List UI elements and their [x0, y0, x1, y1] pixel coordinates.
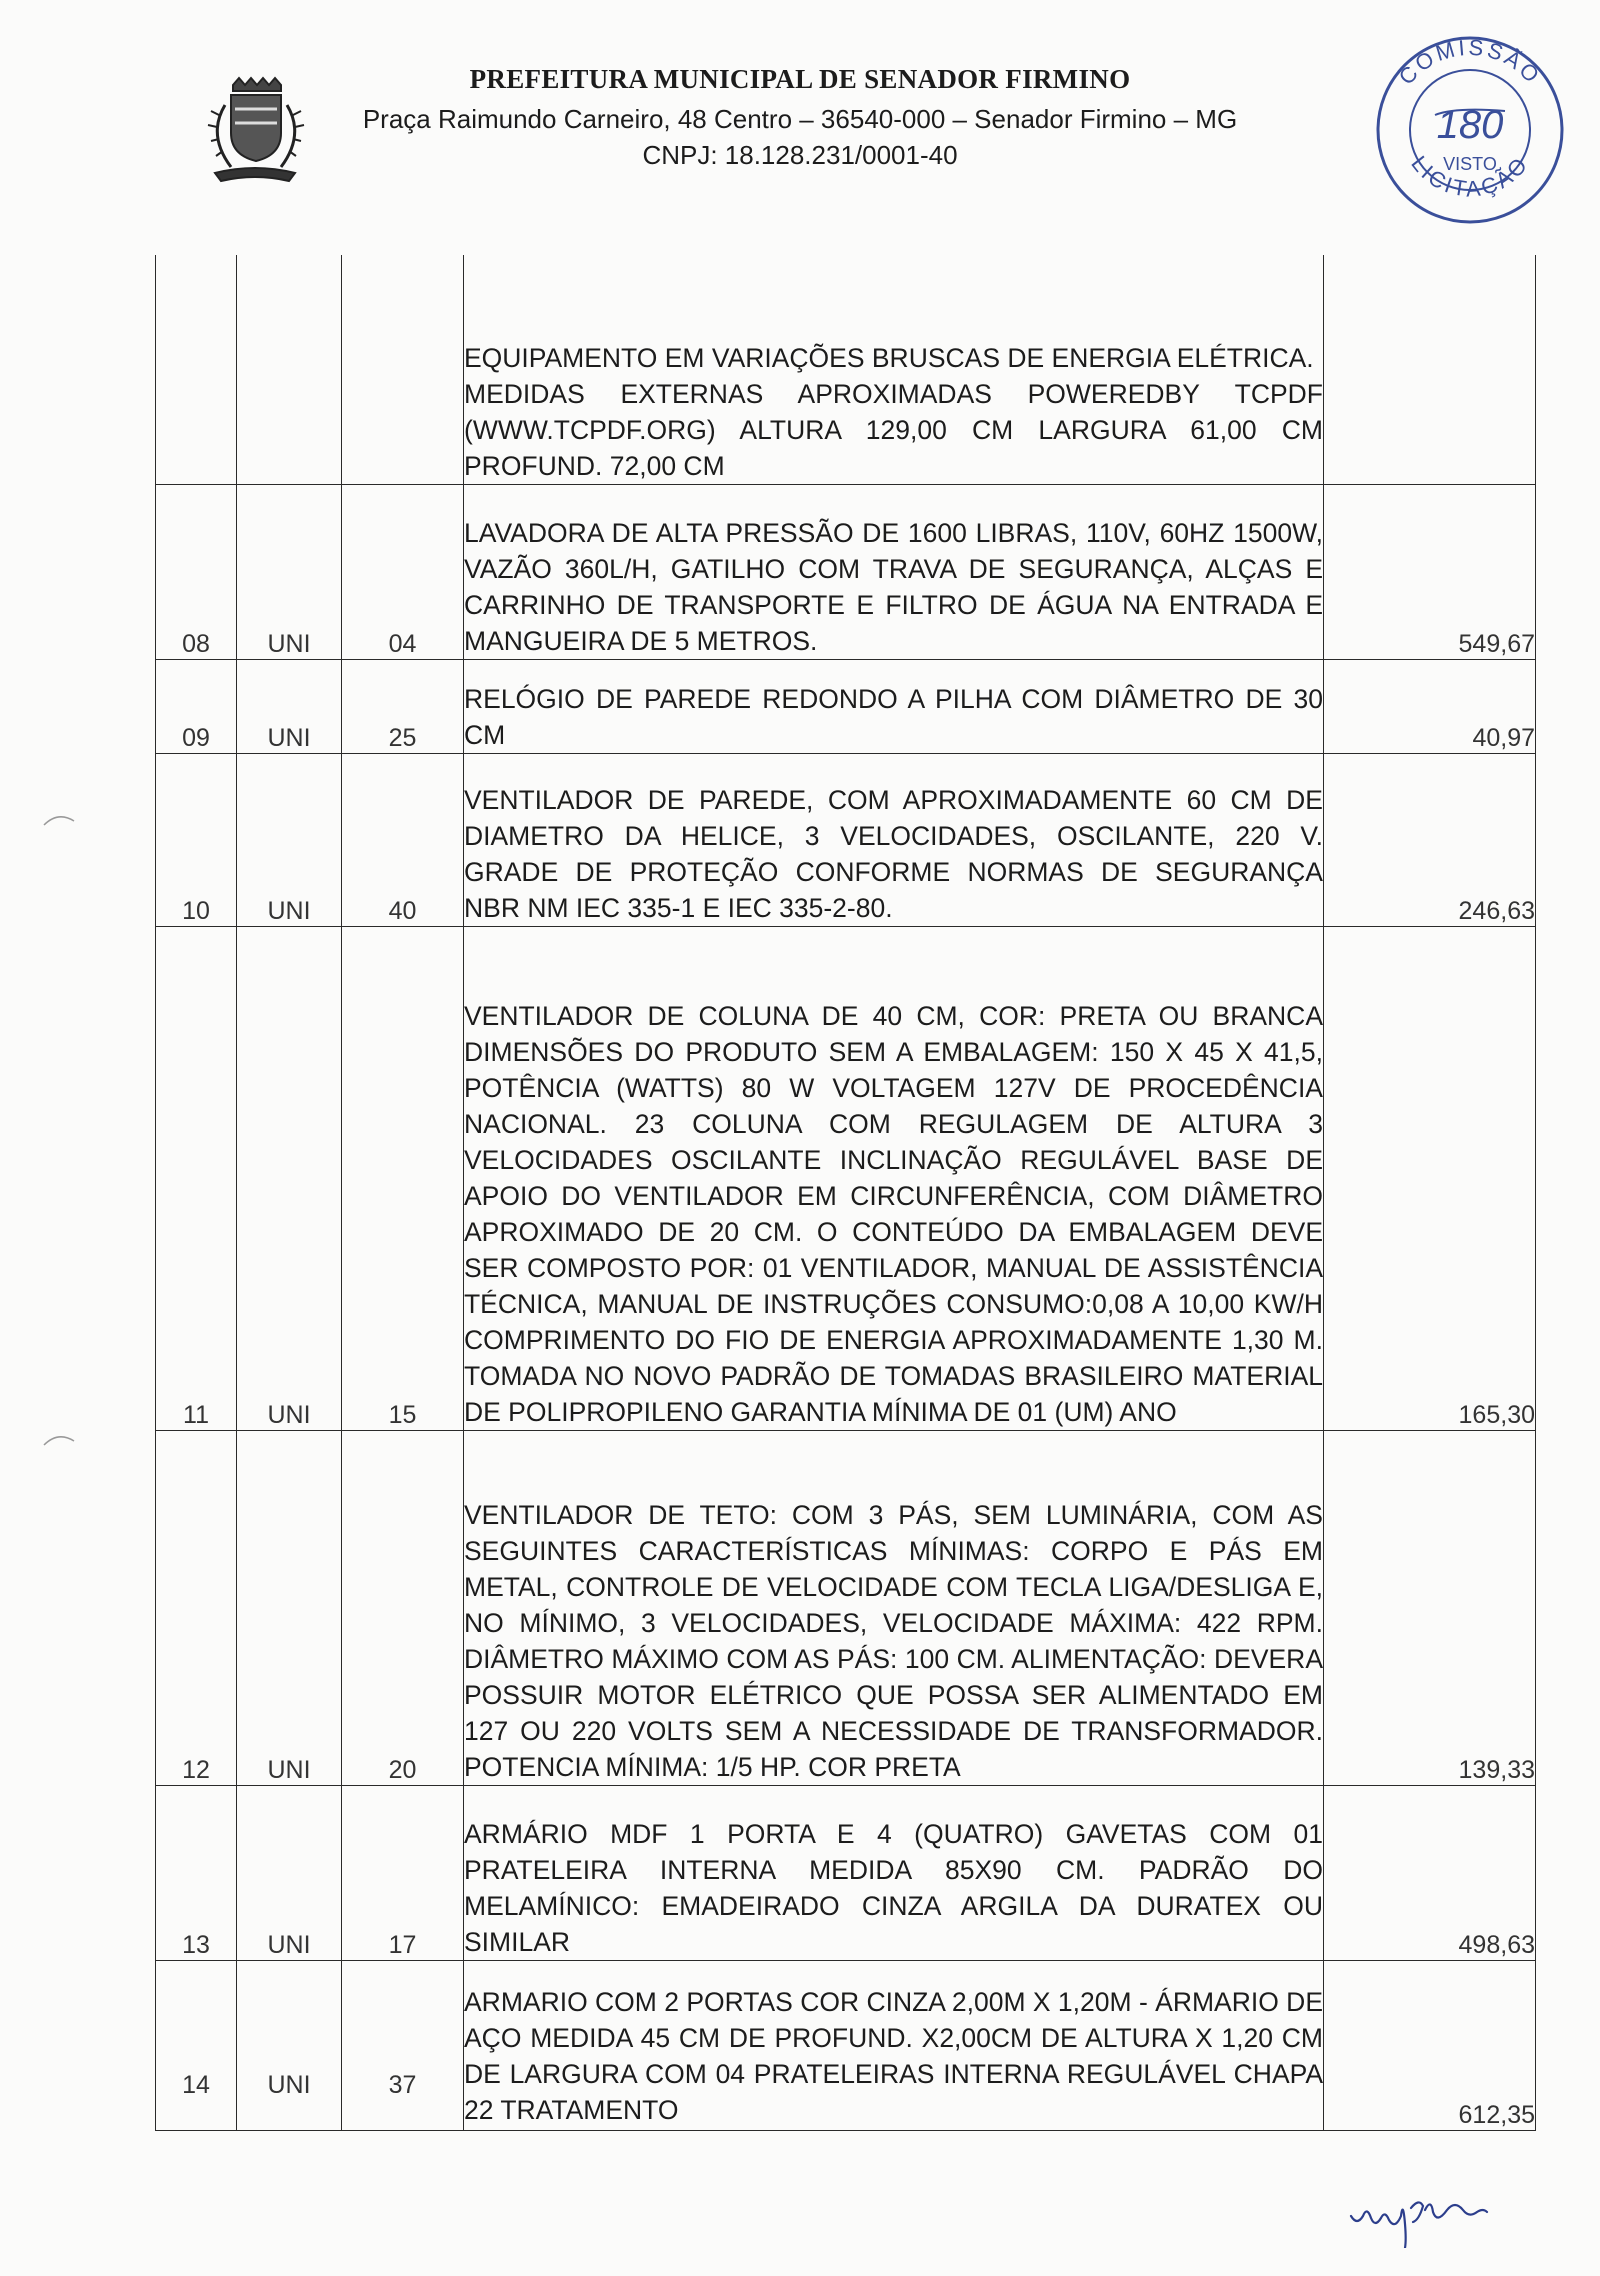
description-cell: ARMARIO COM 2 PORTAS COR CINZA 2,00M X 1,20M - ÁRMARIO DE AÇO MEDIDA 45 CM DE PROFUND. X2,00CM DE ALTURA X 1,20 CM DE LARGURA COM 04 PRATELEIRAS INTERNA REGULÁVEL CHAPA 22 TRATAMENTO	[464, 1960, 1324, 2130]
table-row	[156, 1430, 1536, 1785]
unit-cell: UNI	[237, 659, 342, 753]
table-row	[156, 753, 1536, 926]
letterhead-cnpj: CNPJ: 18.128.231/0001-40	[642, 140, 958, 170]
unit-cell: UNI	[237, 1430, 342, 1785]
description-cell: RELÓGIO DE PAREDE REDONDO A PILHA COM DIÂMETRO DE 30 CM	[464, 659, 1324, 753]
price-cell: 165,30	[1324, 926, 1536, 1430]
item-number-cell: 12	[156, 1430, 237, 1785]
description-cell: LAVADORA DE ALTA PRESSÃO DE 1600 LIBRAS, 110V, 60HZ 1500W, VAZÃO 360L/H, GATILHO COM TRAVA DE SEGURANÇA, ALÇAS E CARRINHO DE TRANSPORTE E FILTRO DE ÁGUA NA ENTRADA E MANGUEIRA DE 5 METROS.	[464, 484, 1324, 659]
margin-mark	[40, 805, 80, 835]
unit-cell: UNI	[237, 1785, 342, 1960]
quantity-cell: 40	[342, 753, 464, 926]
item-number-cell: 11	[156, 926, 237, 1430]
item-number-cell: 10	[156, 753, 237, 926]
quantity-cell: 37	[342, 1960, 464, 2130]
quantity-cell: 04	[342, 484, 464, 659]
quantity-cell: 17	[342, 1785, 464, 1960]
description-cell: VENTILADOR DE TETO: COM 3 PÁS, SEM LUMINÁRIA, COM AS SEGUINTES CARACTERÍSTICAS MÍNIMAS: CORPO E PÁS EM METAL, CONTROLE DE VELOCIDADE COM TECLA LIGA/DESLIGA E, NO MÍNIMO, 3 VELOCIDADES, VELOCIDADE MÁXIMA: 422 RPM. DIÂMETRO MÁXIMO COM AS PÁS: 100 CM. ALIMENTAÇÃO: DEVERA POSSUIR MOTOR ELÉTRICO QUE POSSA SER ALIMENTADO EM 127 OU 220 VOLTS SEM A NECESSIDADE DE TRANSFORMADOR. POTENCIA MÍNIMA: 1/5 HP. COR PRETA	[464, 1430, 1324, 1785]
item-number-cell: 09	[156, 659, 237, 753]
unit-cell: UNI	[237, 484, 342, 659]
table-row	[156, 484, 1536, 659]
unit-cell: UNI	[237, 926, 342, 1430]
quantity-cell	[342, 255, 464, 484]
unit-cell: UNI	[237, 753, 342, 926]
stamp-top-text: COMISSÃO	[1393, 34, 1547, 90]
table-row	[156, 926, 1536, 1430]
description-cell: VENTILADOR DE PAREDE, COM APROXIMADAMENTE 60 CM DE DIAMETRO DA HELICE, 3 VELOCIDADES, OSCILANTE, 220 V. GRADE DE PROTEÇÃO CONFORME NORMAS DE SEGURANÇA NBR NM IEC 335-1 E IEC 335-2-80.	[464, 753, 1324, 926]
stamp-number: 180	[1436, 103, 1504, 147]
price-cell: 612,35	[1324, 1960, 1536, 2130]
quantity-cell: 20	[342, 1430, 464, 1785]
margin-mark	[40, 1425, 80, 1455]
price-cell: 498,63	[1324, 1785, 1536, 1960]
price-cell: 40,97	[1324, 659, 1536, 753]
price-cell	[1324, 255, 1536, 484]
item-number-cell	[156, 255, 237, 484]
item-number-cell: 14	[156, 1960, 237, 2130]
item-number-cell: 08	[156, 484, 237, 659]
svg-text:COMISSÃO	[1394, 35, 1547, 90]
signature-mark	[1345, 2178, 1505, 2248]
item-number-cell: 13	[156, 1785, 237, 1960]
price-cell: 549,67	[1324, 484, 1536, 659]
letterhead-address: Praça Raimundo Carneiro, 48 Centro – 36540-000 – Senador Firmino – MG	[362, 104, 1238, 134]
table-row	[156, 255, 1536, 484]
quantity-cell: 15	[342, 926, 464, 1430]
quantity-cell: 25	[342, 659, 464, 753]
price-cell: 139,33	[1324, 1430, 1536, 1785]
letterhead-title: PREFEITURA MUNICIPAL DE SENADOR FIRMINO	[469, 64, 1131, 94]
items-table	[155, 255, 1536, 2131]
unit-cell	[237, 255, 342, 484]
stamp-bottom-text: LICITAÇÃO	[1406, 150, 1534, 202]
table-row	[156, 659, 1536, 753]
description-cell: VENTILADOR DE COLUNA DE 40 CM, COR: PRETA OU BRANCA DIMENSÕES DO PRODUTO SEM A EMBALAGEM: 150 X 45 X 41,5, POTÊNCIA (WATTS) 80 W VOLTAGEM 127V DE PROCEDÊNCIA NACIONAL. 23 COLUNA COM REGULAGEM DE ALTURA 3 VELOCIDADES OSCILANTE INCLINAÇÃO REGULÁVEL BASE DE APOIO DO VENTILADOR EM CIRCUNFERÊNCIA, COM DIÂMETRO APROXIMADO DE 20 CM. O CONTEÚDO DA EMBALAGEM DEVE SER COMPOSTO POR: 01 VENTILADOR, MANUAL DE ASSISTÊNCIA TÉCNICA, MANUAL DE INSTRUÇÕES CONSUMO:0,08 A 10,00 KW/H COMPRIMENTO DO FIO DE ENERGIA APROXIMADAMENTE 1,30 M. TOMADA NO NOVO PADRÃO DE TOMADAS BRASILEIRO MATERIAL DE POLIPROPILENO GARANTIA MÍNIMA DE 01 (UM) ANO	[464, 926, 1324, 1430]
stamp-middle-text: VISTO	[1443, 154, 1497, 174]
price-cell: 246,63	[1324, 753, 1536, 926]
table-row	[156, 1785, 1536, 1960]
description-cell: EQUIPAMENTO EM VARIAÇÕES BRUSCAS DE ENERGIA ELÉTRICA. MEDIDAS EXTERNAS APROXIMADAS POWEREDBY TCPDF (WWW.TCPDF.ORG) ALTURA 129,00 CM LARGURA 61,00 CM PROFUND. 72,00 CM	[464, 255, 1324, 484]
letterhead	[0, 0, 1600, 240]
table-row	[156, 1960, 1536, 2130]
description-cell: ARMÁRIO MDF 1 PORTA E 4 (QUATRO) GAVETAS COM 01 PRATELEIRA INTERNA MEDIDA 85X90 CM. PADRÃO DO MELAMÍNICO: EMADEIRADO CINZA ARGILA DA DURATEX OU SIMILAR	[464, 1785, 1324, 1960]
commission-stamp	[1365, 20, 1575, 230]
unit-cell: UNI	[237, 1960, 342, 2130]
